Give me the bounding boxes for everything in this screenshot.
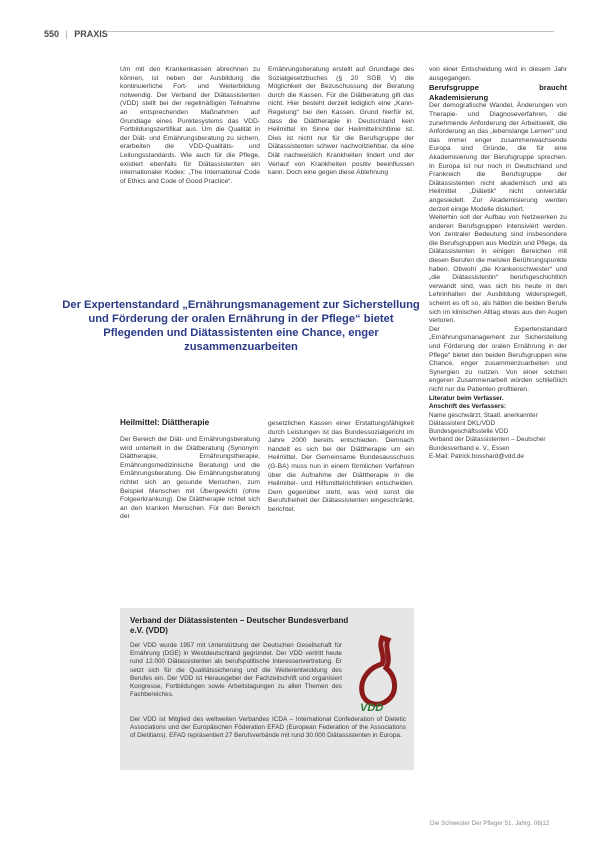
subheading-akademisierung: Berufsgruppe braucht Akademisierung bbox=[429, 83, 567, 102]
header-rule bbox=[106, 31, 554, 32]
address-block bbox=[429, 412, 567, 461]
info-box-body-1 bbox=[130, 642, 342, 699]
info-box-text-2: Der VDD ist Mitglied des weltweiten Verbandes ICDA – International Confederation of Dietetic Associations und der Europäischen Föderation EFAD (European Federation of the Associations of Dietitians). EFAD repräsentiert 27 Berufsverbände mit rund 30.000 Diätassistenten in Europa. bbox=[130, 716, 406, 740]
column-1-top bbox=[120, 66, 260, 186]
address-line: E-Mail: Patrick.bosshard@vdd.de bbox=[429, 452, 524, 460]
pull-quote: Der Expertenstandard „Ernährungsmanagement zur Sicherstellung und Förderung der oralen Ernährung in der Pflege“ bietet Pflegenden und Diätassistenten eine Chance, enger zusammenzuarbeiten bbox=[62, 299, 420, 353]
column-2-top bbox=[268, 66, 414, 178]
address-line: Verband der Diätassistenten – Deutscher bbox=[429, 436, 546, 444]
column-3-paragraph-3: Der Expertenstandard „Ernährungsmanagement zur Sicherstellung und Förderung der oralen Ernährung in der Pflege“ bietet den beiden Berufsgruppen eine Chance, enger zusammenzuarbeiten und Synergien zu nutzen. Von einer solchen engeren Zusammenarbeit würden schließlich nicht nur die Patienten profitieren. bbox=[429, 325, 567, 393]
header-separator: | bbox=[65, 29, 68, 39]
column-1-top-text: Um mit den Krankenkassen abrechnen zu können, ist neben der Ausbildung die kontinuierliche Fort- und Weiterbildung notwendig. Der Verband der Diätassistenten (VDD) stellt bei der regelmäßigen Teilnahme an entsprechenden Maßnahmen auf Grundlage eines Punktesystems das VDD-Fortbildungszertifikat aus. Um die Qualität in der Diät- und Ernährungsberatung zu sichern, erarbeiten die VDD-Qualitäts- und Leitungsstandards. Wie auch für die Pflege, existiert ebenfalls für Diätassistenten ein internationaler Kodex: „The International Code of Ethics and Code of Good Practice“. bbox=[120, 66, 260, 185]
diet-column-2-text: gesetzlichen Kassen einer Erstattungsfähigkeit durch Leistungen ist das Bundessozialgericht im Jahre 2000 bereits entschieden. Demnach handelt es sich bei der Diättherapie um ein Heilmittel. Der Gemeinsame Bundesausschuss (G-BA) muss nun in einem förmlichen Verfahren über die Aufnahme der Diättherapie in die Heilmittel- und Hilfsmittelrichtlinien entscheiden. Dem gegenüber steht, was wird sonst die Berufsfreiheit der Diätassistenten eingeschränkt, berichtet. bbox=[268, 420, 414, 513]
info-box-vdd bbox=[120, 608, 414, 770]
section-label: PRAXIS bbox=[74, 29, 108, 39]
column-3 bbox=[429, 66, 567, 856]
page-number: 550 bbox=[44, 29, 60, 39]
column-3-intro: von einer Entscheidung wird in diesem Jahr ausgegangen. bbox=[429, 66, 567, 82]
address-line: Bundesgeschäftsstelle VDD bbox=[429, 428, 509, 436]
address-heading: Anschrift des Verfassers: bbox=[429, 403, 507, 411]
address-line: Bundesverband e. V., Essen bbox=[429, 444, 510, 452]
address-line: Diätassistent DKL/VDD bbox=[429, 419, 496, 427]
section-heading-diaettherapie: Heilmittel: Diättherapie bbox=[120, 418, 210, 427]
page-footer: Die Schwester Der Pfleger 51. Jahrg. 06|12 bbox=[430, 820, 550, 827]
column-2-top-text: Ernährungsberatung erstellt auf Grundlage des Sozialgesetzbuches (§ 20 SGB V) die Möglichkeit der Bezuschussung der Beratung durch die Kassen. Für die Diätberatung gilt das nicht. Hier besteht derzeit lediglich eine „Kann-Regelung“ bei den Kassen. Grund hierfür ist, dass die Diättherapie in Deutschland kein Heilmittel im Sinne der Heilmittelrichtlinie ist. Dies ist nicht nur für die Berufsgruppe der Diätassistenten schwer nachvollziehbar, da eine Diät nachweislich Krankheiten lindert und der Verlauf von Krankheiten positiv beeinflussen kann. Doch eine gegen diese Ablehnung bbox=[268, 66, 414, 177]
literature-note: Literatur beim Verfasser. bbox=[429, 394, 504, 402]
column-3-paragraph-2: Weiterhin soll der Aufbau von Netzwerken zu anderen Berufsgruppen intensiviert werden. Von zentraler Bedeutung sind insbesondere die Berufsgruppen aus Medizin und Pflege, da Diätassistenten in einigen Bereichen mit diesen Berufen die meisten Berührungspunkte haben. Obwohl „die Krankenschwester“ und „die Diätassistentin“ berufsgeschichtlich verwandt sind, was sich bis heute in den Lehrinhalten der Ausbildung widerspiegelt, scheint es oft so, als hätten die beiden Berufe sich im klinischen Alltag etwas aus den Augen verloren. bbox=[429, 214, 567, 325]
info-box-body-2 bbox=[130, 716, 406, 741]
diet-column-1-text: Der Bereich der Diät- und Ernährungsberatung wird unterteilt in die Diätberatung (Synonym: Diättherapie, Ernährungstherapie, Ernährungsmedizinische Beratung) und die Ernährungsberatung. Die Ernährungsberatung richtet sich an gesunde Menschen, zum Beispiel Menschen mit Übergewicht (ohne Folgeerkrankung). Die Diättherapie richtet sich an den kranken Menschen. Für den Bereich der bbox=[120, 436, 260, 521]
info-box-text-1: Der VDD wurde 1957 mit Unterstützung der Deutschen Gesellschaft für Ernährung (DGE) in Westdeutschland gegründet. Der VDD vertritt heute rund 12.000 Diätassistenten als berufspolitische Interessenvertretung. Er setzt sich für die Qualitätssicherung und die Weiterentwicklung des Berufes ein. Der VDD ist Herausgeber der Fachzeitschrift und organisiert Kongresse, Fortbildungen sowie Arbeitstagungen zu allen Themen des Fachbereiches. bbox=[130, 642, 342, 699]
address-line: Name geschwärzt, Staatl. anerkannter bbox=[429, 411, 538, 419]
info-box-title: Verband der Diätassistenten – Deutscher Bundesverband e.V. (VDD) bbox=[130, 616, 349, 635]
diet-column-2 bbox=[268, 420, 414, 515]
column-3-paragraph-1: Der demografische Wandel, Änderungen von Therapie- und Diagnoseverfahren, die zunehmende Anforderung der Arbeitswelt, die Anforderung an das „lebenslange Lernen“ und das immer enger zusammenwachsende Europa sind Gründe, die für eine Akademisierung der Berufsgruppe sprechen. In Europa ist nur noch in Deutschland und Frankreich die Berufsgruppe der Diätassistenten nicht akademisch und als Heilmittel „Diätetik“ nicht universitär angesiedelt. Zur Akademisierung werden derzeit einige Modelle diskutiert. bbox=[429, 102, 567, 213]
vdd-logo-text: VDD bbox=[360, 702, 384, 714]
page-header bbox=[44, 24, 554, 38]
diet-column-1 bbox=[120, 436, 260, 522]
